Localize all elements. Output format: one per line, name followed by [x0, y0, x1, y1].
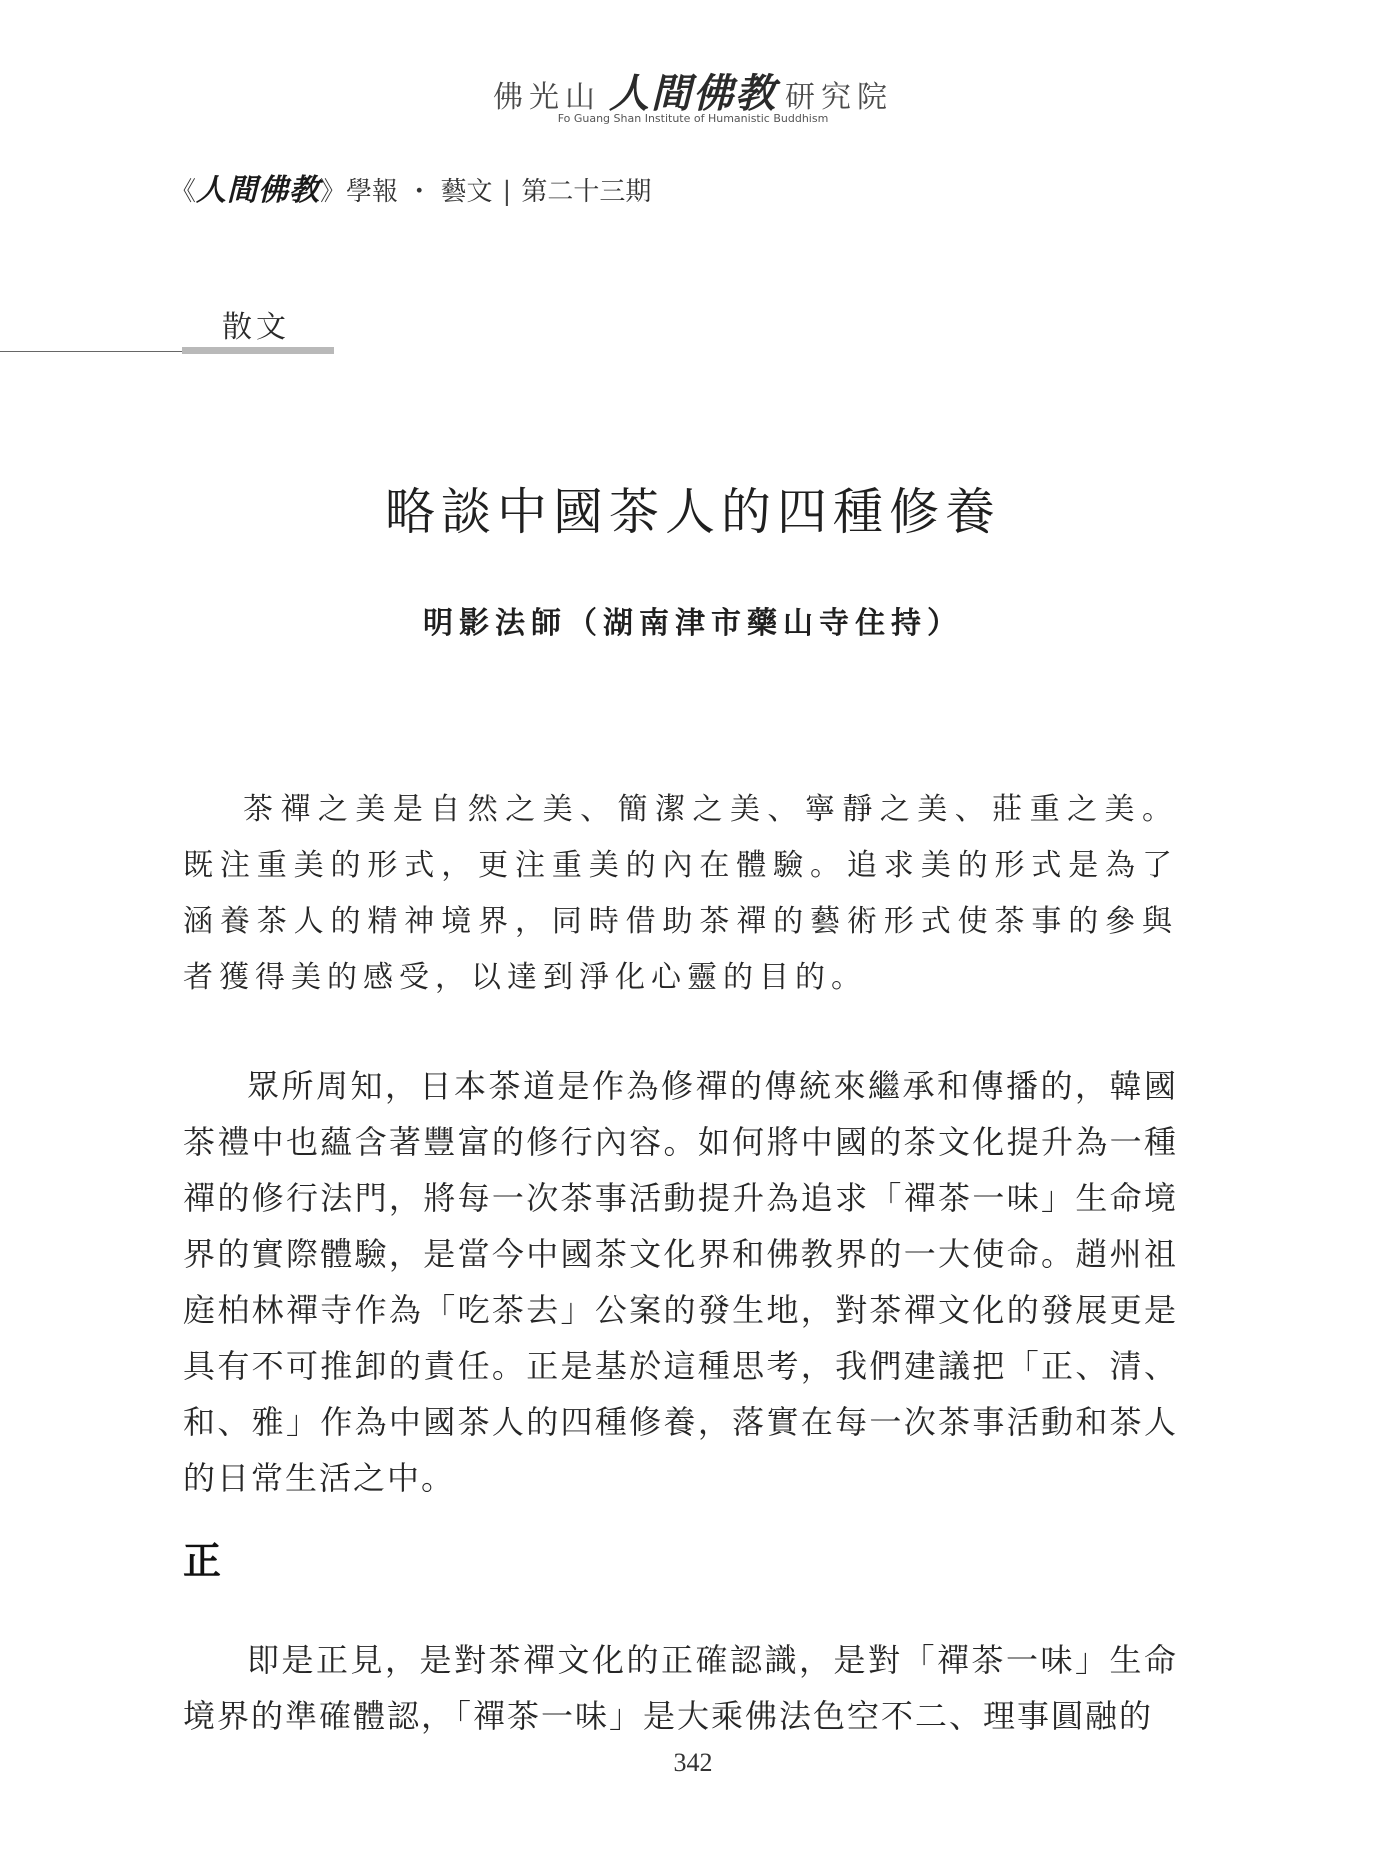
journal-brand-logotype: 人間佛教	[196, 173, 321, 208]
body-paragraph-2: 眾所周知，日本茶道是作為修禪的傳統來繼承和傳播的，韓國茶禮中也蘊含著豐富的修行內容。如何將中國的茶文化提升為一種禪的修行法門，將每一次茶事活動提升為追求「禪茶一味」生命境界的實際體驗，是當今中國茶文化界和佛教界的一大使命。趙州祖庭柏林禪寺作為「吃茶去」公案的發生地，對茶禪文化的發展更是具有不可推卸的責任。正是基於這種思考，我們建議把「正、清、和、雅」作為中國茶人的四種修養，落實在每一次茶事活動和茶人的日常生活之中。	[183, 1067, 1178, 1497]
article-title: 略談中國茶人的四種修養	[385, 483, 1001, 541]
body-paragraph-1: 茶禪之美是自然之美、簡潔之美、寧靜之美、莊重之美。既注重美的形式，更注重美的內在體驗。追求美的形式是為了涵養茶人的精神境界，同時借助茶禪的藝術形式使茶事的參與者獲得美的感受，以達到淨化心靈的目的。	[183, 792, 1178, 995]
journal-name-section: 》學報 ・ 藝文	[320, 177, 493, 207]
section-rule-thin	[0, 351, 182, 352]
journal-open-bracket: 《	[170, 177, 197, 207]
institute-suffix: 研究院	[785, 80, 893, 115]
article-author: 明影法師（湖南津市藥山寺住持）	[423, 606, 963, 641]
journal-issue: 第二十三期	[521, 177, 652, 207]
section-label: 散文	[222, 310, 290, 345]
body-paragraph-3: 即是正見，是對茶禪文化的正確認識，是對「禪茶一味」生命境界的準確體認，「禪茶一味」是大乘佛法色空不二、理事圓融的	[183, 1641, 1178, 1735]
journal-separator: |	[502, 177, 512, 207]
institute-header	[0, 62, 1386, 119]
institute-english-name: Fo Guang Shan Institute of Humanistic Buddhism	[557, 112, 829, 125]
institute-prefix: 佛光山	[493, 80, 601, 115]
section-heading: 正	[183, 1538, 222, 1583]
page-number: 342	[673, 1748, 713, 1777]
institute-brand-logotype: 人間佛教	[609, 71, 777, 117]
journal-running-header	[170, 165, 651, 209]
section-rule-thick	[182, 347, 334, 354]
